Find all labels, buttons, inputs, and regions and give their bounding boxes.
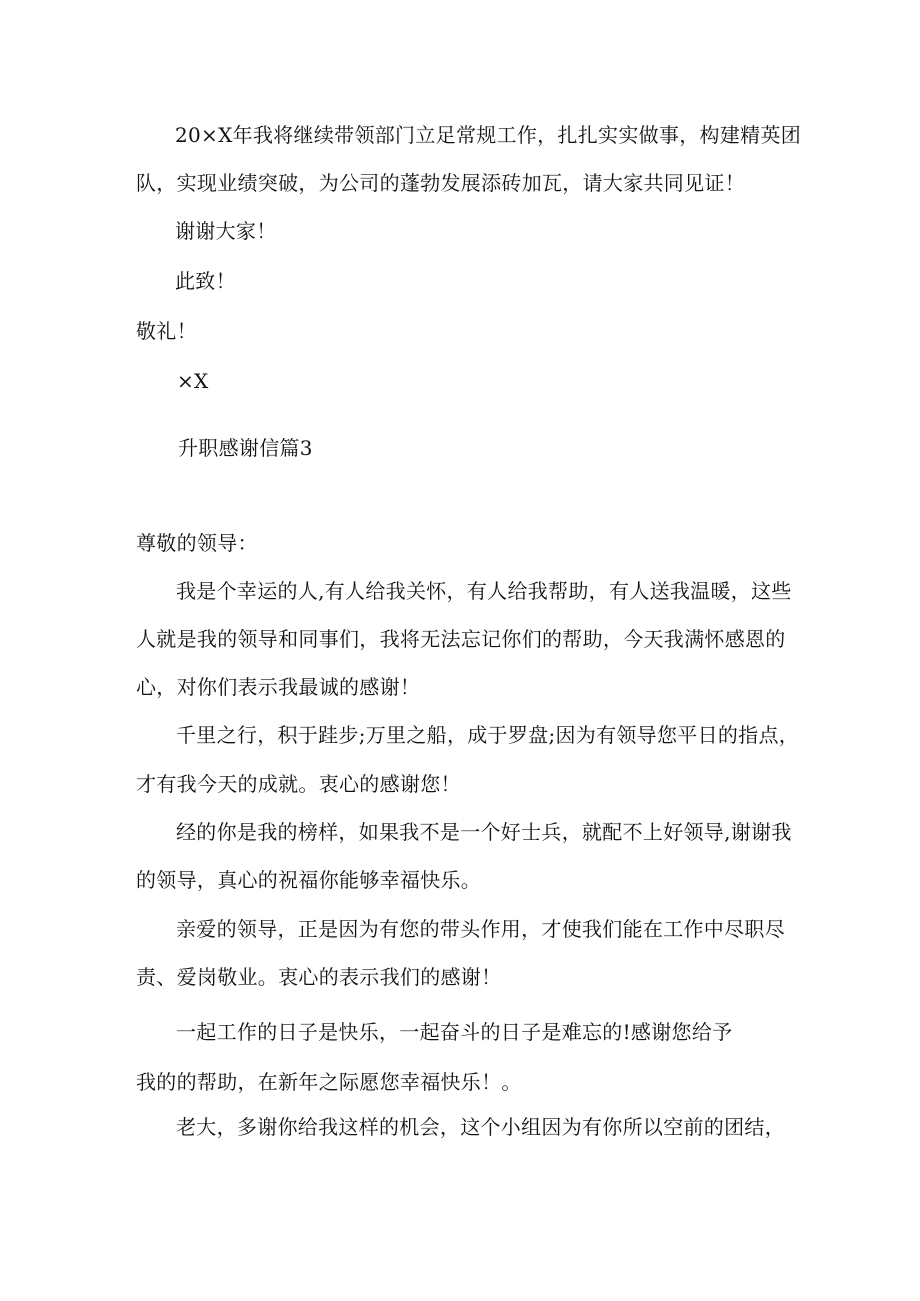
paragraph2-line1: 我是个幸运的人,有人给我关怀，有人给我帮助，有人送我温暖，这些 [176,579,792,603]
paragraph3-line2: 才有我今天的成就。衷心的感谢您！ [136,772,461,796]
section-title: 升职感谢信篇3 [178,436,313,460]
paragraph2-line3: 心，对你们表示我最诚的感谢！ [136,675,421,699]
jingli-text: 敬礼！ [136,319,197,343]
paragraph5-line2: 责、爱岗敬业。衷心的表示我们的感谢！ [136,965,502,989]
signature: ×X [177,369,209,393]
paragraph1-line1: 20×X年我将继续带领部门立足常规工作，扎扎实实做事，构建精英团 [175,123,802,147]
paragraph2-line2: 人就是我的领导和同事们，我将无法忘记你们的帮助，今天我满怀感恩的 [136,627,786,651]
paragraph7-line1: 老大，多谢你给我这样的机会，这个小组因为有你所以空前的团结， [176,1115,785,1139]
cizhi-text: 此致！ [175,269,236,293]
paragraph6-line2: 我的的帮助，在新年之际愿您幸福快乐！。 [136,1070,522,1094]
paragraph6-line1: 一起工作的日子是快乐，一起奋斗的日子是难忘的!感谢您给予 [176,1020,733,1044]
paragraph5-line1: 亲爱的领导，正是因为有您的带头作用，才使我们能在工作中尽职尽 [176,917,785,941]
paragraph1-line2: 队，实现业绩突破，为公司的蓬勃发展添砖加瓦，请大家共同见证！ [136,171,745,195]
paragraph3-line1: 千里之行，积于跬步;万里之船，成于罗盘;因为有领导您平日的指点， [176,723,800,747]
paragraph4-line2: 的领导，真心的祝福你能够幸福快乐。 [136,868,482,892]
thanks-all-text: 谢谢大家！ [175,219,277,243]
salutation: 尊敬的领导： [136,531,258,555]
paragraph4-line1: 经的你是我的榜样，如果我不是一个好士兵，就配不上好领导,谢谢我 [176,820,792,844]
